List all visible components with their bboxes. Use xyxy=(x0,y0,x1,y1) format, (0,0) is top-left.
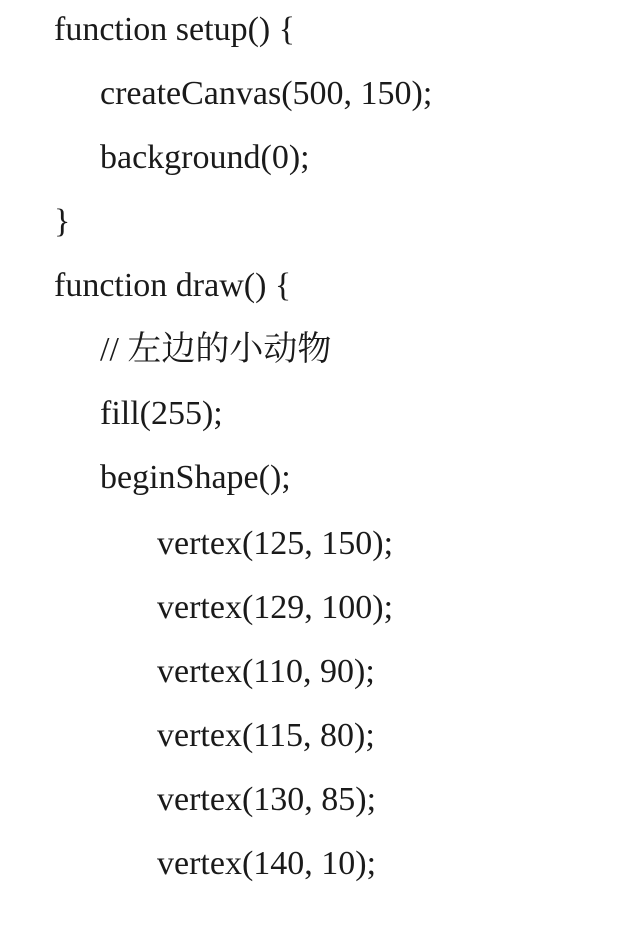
code-line-background: background(0); xyxy=(100,139,310,176)
code-line-vertex: vertex(130, 85); xyxy=(157,781,377,818)
code-line-vertex: vertex(140, 10); xyxy=(157,845,377,882)
code-line-fill: fill(255); xyxy=(100,395,223,432)
code-line-comment: // 左边的小动物 xyxy=(100,331,332,368)
code-line-draw-signature: function draw() { xyxy=(54,267,292,304)
code-line-setup-signature: function setup() { xyxy=(54,11,296,48)
code-line-vertex: vertex(115, 80); xyxy=(157,717,375,754)
code-line-create-canvas: createCanvas(500, 150); xyxy=(100,75,433,112)
code-line-vertex: vertex(110, 90); xyxy=(157,653,375,690)
code-line-setup-close: } xyxy=(54,203,71,240)
code-line-begin-shape: beginShape(); xyxy=(100,459,291,496)
code-line-vertex: vertex(125, 150); xyxy=(157,525,394,562)
code-line-vertex: vertex(129, 100); xyxy=(157,589,394,626)
